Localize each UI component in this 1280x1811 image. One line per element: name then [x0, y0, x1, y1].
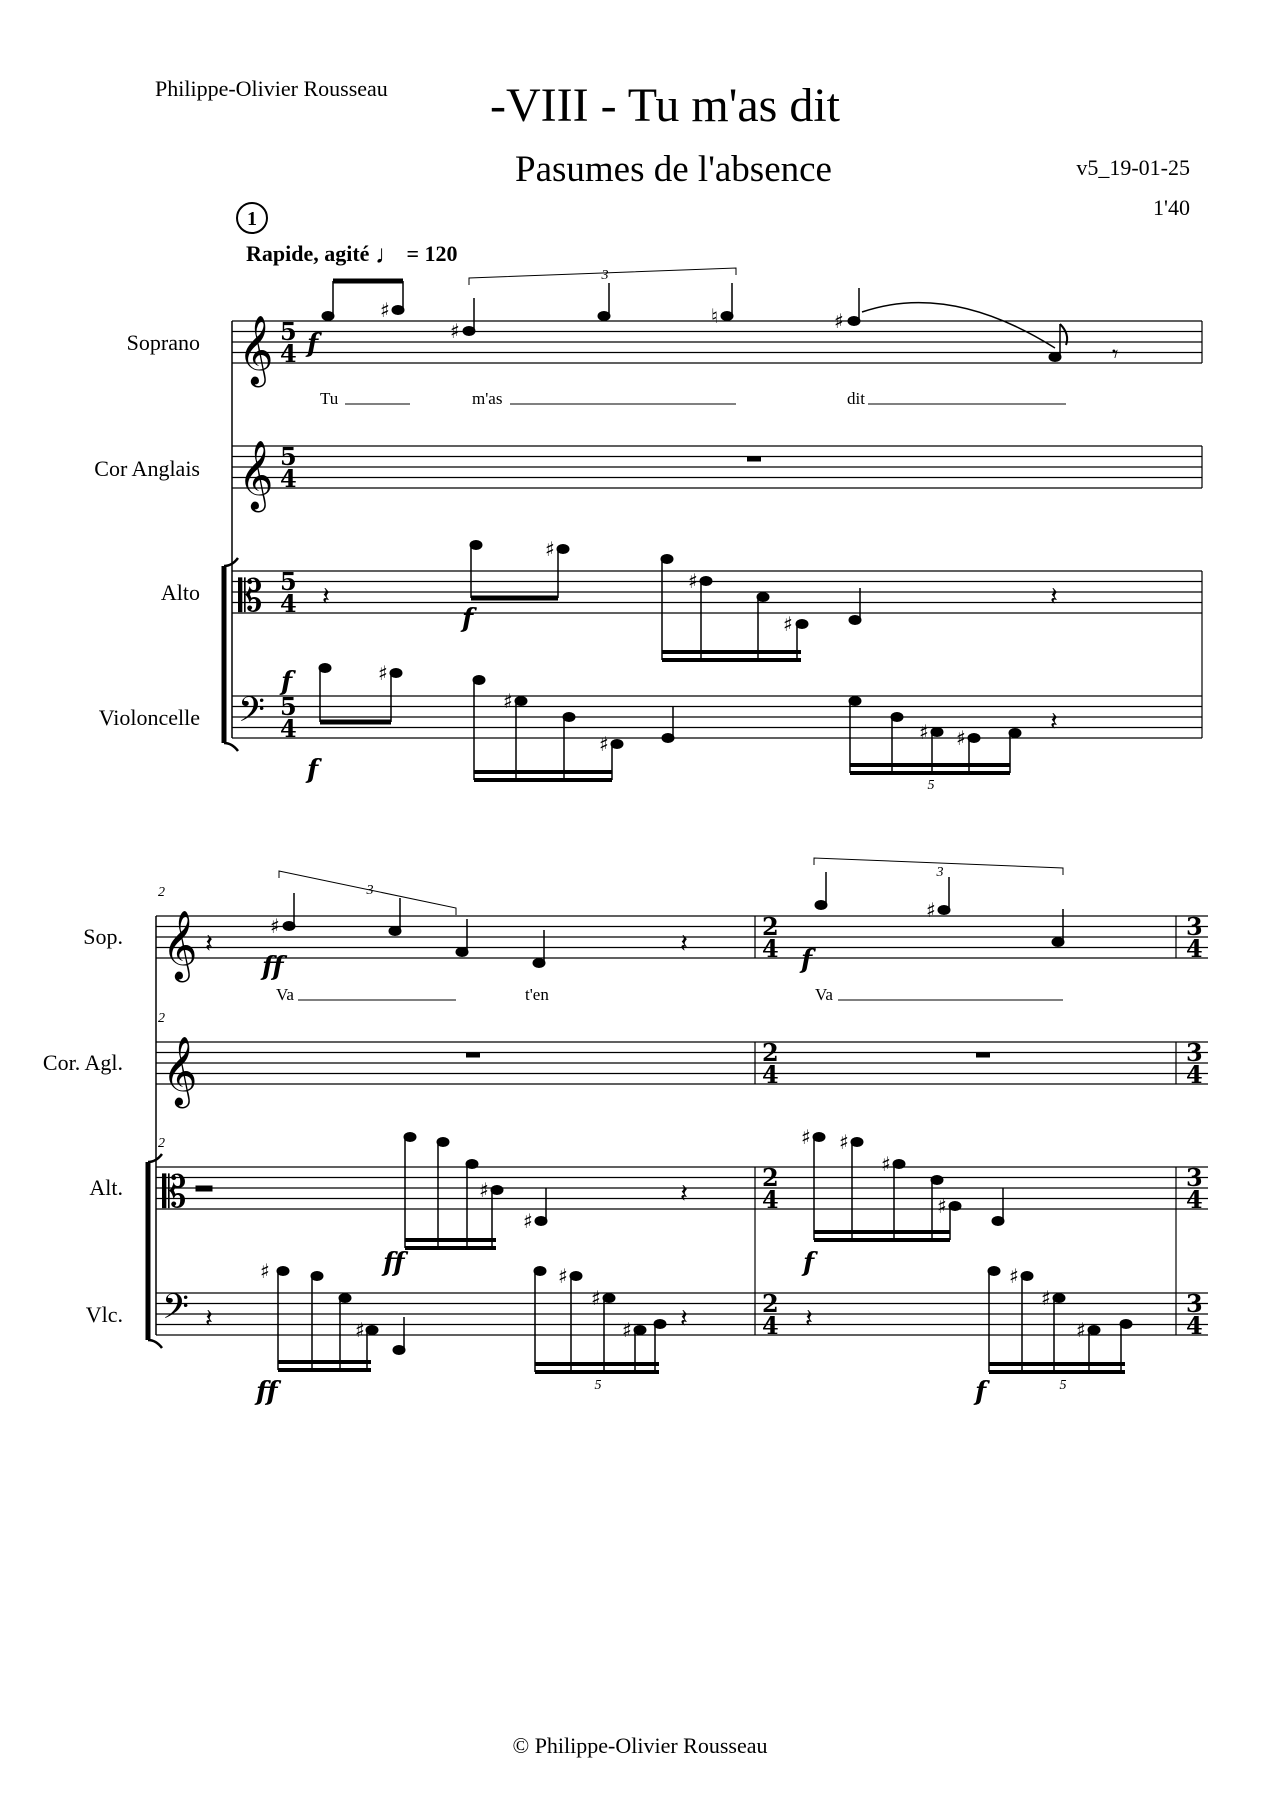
dynamic-f: f	[801, 945, 813, 975]
treble-clef-icon: 𝄞	[238, 440, 274, 510]
svg-text:2: 2	[762, 1163, 779, 1192]
version-label: v5_19-01-25	[1076, 155, 1190, 180]
svg-text:♯: ♯	[479, 1178, 489, 1202]
svg-text:𝄾: 𝄾	[1112, 340, 1119, 368]
treble-clef-icon: 𝄞	[162, 1036, 198, 1106]
dynamic-f: f	[462, 604, 474, 634]
svg-text:♯: ♯	[1076, 1318, 1086, 1342]
lyrics-system-2	[276, 985, 1063, 1004]
svg-text:♯: ♯	[881, 1152, 891, 1176]
dynamic-f: f	[803, 1248, 815, 1278]
svg-text:4: 4	[1186, 1311, 1203, 1340]
svg-text:3: 3	[1186, 912, 1203, 941]
label-cor-anglais: Cor Anglais	[94, 456, 200, 481]
svg-text:4: 4	[280, 339, 297, 368]
svg-text:5: 5	[280, 692, 297, 721]
label-vlc: Vlc.	[85, 1302, 123, 1327]
piece-title: -VIII - Tu m'as dit	[490, 79, 840, 132]
composer-name: Philippe-Olivier Rousseau	[155, 76, 388, 101]
soprano-notes-m1	[322, 281, 1118, 368]
svg-text:Va: Va	[815, 985, 833, 1004]
quarter-note-icon: ♩	[374, 240, 401, 269]
svg-text:♯: ♯	[591, 1286, 601, 1310]
tuplet-5: 5	[927, 778, 935, 793]
label-sop: Sop.	[83, 924, 123, 949]
svg-text:♯: ♯	[503, 689, 513, 713]
cello-notes-m1	[319, 661, 1058, 780]
svg-text:♯: ♯	[937, 1194, 947, 1218]
svg-text:♮: ♮	[711, 304, 719, 328]
soprano-notes-m2-m3	[205, 872, 1064, 968]
dynamic-f: f	[975, 1377, 987, 1407]
svg-text:4: 4	[1186, 934, 1203, 963]
svg-text:t'en: t'en	[525, 985, 549, 1004]
svg-text:♯: ♯	[1041, 1286, 1051, 1310]
piece-subtitle: Pasumes de l'absence	[515, 149, 832, 190]
alto-notes-m2-m3	[196, 1125, 1004, 1248]
svg-text:♯: ♯	[783, 612, 793, 636]
svg-text:𝄽: 𝄽	[205, 929, 213, 959]
svg-text:𝄽: 𝄽	[805, 1304, 813, 1334]
svg-text:2: 2	[762, 912, 779, 941]
lyrics-system-1	[320, 389, 1066, 408]
alto-clef-icon: 𝄡	[238, 571, 263, 622]
svg-text:♯: ♯	[688, 569, 698, 593]
svg-text:Va: Va	[276, 985, 294, 1004]
svg-text:2: 2	[762, 1289, 779, 1318]
cello-notes-m2-m3	[205, 1259, 1132, 1372]
staff-cor-anglais	[232, 446, 1202, 488]
svg-text:𝄽: 𝄽	[680, 1304, 688, 1334]
label-violoncelle: Violoncelle	[98, 705, 200, 730]
svg-text:♯: ♯	[450, 319, 460, 343]
svg-text:♯: ♯	[355, 1318, 365, 1342]
svg-text:𝄽: 𝄽	[1050, 582, 1058, 612]
svg-text:𝄽: 𝄽	[205, 1304, 213, 1334]
svg-text:4: 4	[280, 714, 297, 743]
svg-text:4: 4	[280, 464, 297, 493]
svg-text:4: 4	[762, 1185, 779, 1214]
time-signature-3-4	[1186, 912, 1203, 1340]
svg-text:5: 5	[280, 567, 297, 596]
staff-cor-agl	[156, 1042, 1208, 1084]
svg-text:♯: ♯	[956, 726, 966, 750]
svg-text:4: 4	[762, 1311, 779, 1340]
svg-text:♯: ♯	[1009, 1264, 1019, 1288]
tuplet-5: 5	[594, 1378, 602, 1393]
dynamic-ff: ff	[256, 1377, 278, 1407]
svg-text:♯: ♯	[545, 537, 555, 561]
svg-text:♯: ♯	[622, 1318, 632, 1342]
svg-text:♯: ♯	[523, 1209, 533, 1233]
svg-text:♯: ♯	[919, 720, 929, 744]
svg-text:3: 3	[1186, 1038, 1203, 1067]
svg-text:4: 4	[1186, 1060, 1203, 1089]
svg-text:4: 4	[762, 934, 779, 963]
time-signature-2-4	[762, 912, 779, 1340]
bass-clef-icon: 𝄢	[238, 689, 266, 738]
svg-text:♯: ♯	[926, 898, 936, 922]
tuplet-3: 3	[366, 883, 374, 898]
svg-text:♯: ♯	[260, 1259, 270, 1283]
svg-text:m'as: m'as	[472, 389, 503, 408]
svg-text:4: 4	[280, 589, 297, 618]
label-soprano: Soprano	[126, 330, 200, 355]
treble-clef-icon: 𝄞	[162, 910, 198, 980]
measure-number: 2	[158, 1136, 165, 1151]
svg-text:5: 5	[280, 317, 297, 346]
whole-rest-icon	[976, 1053, 990, 1058]
label-cor-agl: Cor. Agl.	[42, 1050, 123, 1075]
svg-text:♯: ♯	[839, 1130, 849, 1154]
measure-number: 2	[158, 885, 165, 900]
tuplet-3: 3	[936, 865, 944, 880]
dynamic-f: f	[307, 755, 319, 785]
dynamic-ff: ff	[262, 952, 284, 982]
dynamic-ff: ff	[383, 1248, 405, 1278]
label-alto: Alto	[160, 580, 200, 605]
tuplet-3: 3	[601, 268, 609, 283]
treble-clef-icon: 𝄞	[238, 315, 274, 385]
tempo-value: = 120	[406, 241, 458, 266]
svg-text:𝄽: 𝄽	[680, 929, 688, 959]
svg-text:dit: dit	[847, 389, 865, 408]
svg-text:𝄽: 𝄽	[322, 582, 330, 612]
alto-notes-m1	[322, 537, 1058, 660]
copyright-footer: © Philippe-Olivier Rousseau	[512, 1733, 768, 1758]
svg-text:♯: ♯	[558, 1264, 568, 1288]
svg-text:♯: ♯	[834, 309, 844, 333]
whole-rest-icon	[466, 1053, 480, 1058]
svg-text:3: 3	[1186, 1289, 1203, 1318]
dynamic-f: f	[281, 667, 293, 697]
alto-clef-icon: 𝄡	[162, 1167, 187, 1218]
svg-text:Tu: Tu	[320, 389, 339, 408]
tuplet-5: 5	[1059, 1378, 1067, 1393]
measure-number: 2	[158, 1011, 165, 1026]
svg-text:♯: ♯	[599, 732, 609, 756]
rehearsal-mark: 1	[236, 202, 268, 234]
svg-text:♯: ♯	[380, 298, 390, 322]
svg-text:4: 4	[1186, 1185, 1203, 1214]
svg-text:♯: ♯	[801, 1125, 811, 1149]
bass-clef-icon: 𝄢	[162, 1286, 190, 1335]
dynamic-f: f	[307, 329, 319, 359]
svg-text:3: 3	[1186, 1163, 1203, 1192]
svg-text:4: 4	[762, 1060, 779, 1089]
label-alt: Alt.	[89, 1175, 123, 1200]
whole-rest-icon	[747, 457, 761, 462]
svg-text:2: 2	[762, 1038, 779, 1067]
svg-text:𝄽: 𝄽	[1050, 707, 1058, 737]
tempo-text: Rapide, agité	[246, 241, 370, 266]
svg-text:♯: ♯	[270, 914, 280, 938]
svg-text:♯: ♯	[378, 661, 388, 685]
svg-text:𝄽: 𝄽	[680, 1179, 688, 1209]
svg-text:5: 5	[280, 442, 297, 471]
duration-label: 1'40	[1153, 195, 1190, 220]
